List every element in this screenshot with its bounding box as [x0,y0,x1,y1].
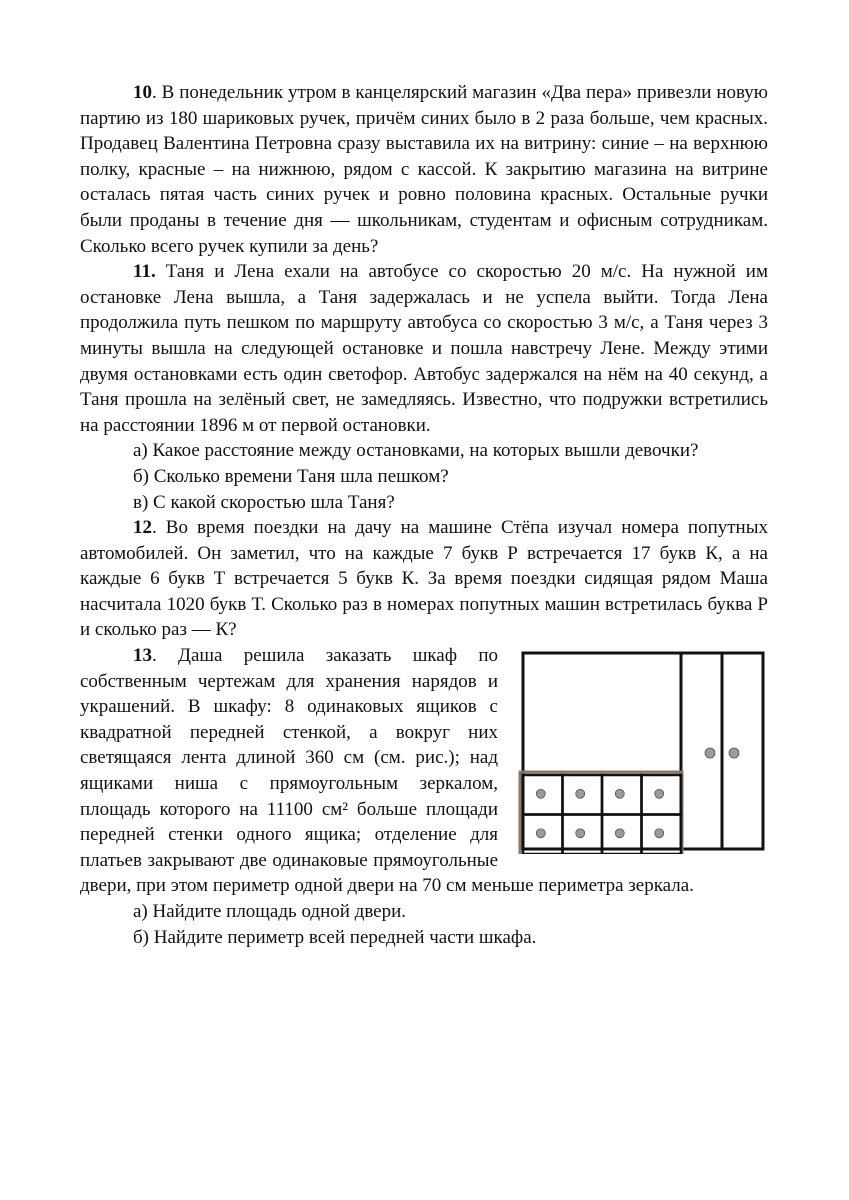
question-c: в) С какой скоростью шла Таня? [133,491,395,513]
problem-number: 11. [133,261,156,283]
drawer-knob [655,789,664,798]
problem-text: . Во время поездки на дачу на машине Стёпа изучал номера попутных автомобилей. Он заметил, что на каждые 7 букв Р встречается 17 букв К, а на каждые 6 букв Т встречается 5 букв К. За время поездки сидящая рядом Маша насчитала 1020 букв Т. Сколько раз в номерах попутных машин встретилась буква Р и сколько раз — К? [80,517,768,641]
drawer-knob [536,829,545,838]
question-b: б) Сколько времени Таня шла пешком? [133,465,449,487]
problem-text: Таня и Лена ехали на автобусе со скоростью 20 м/с. На нужной им остановке Лена вышла, а Таня задержалась и не успела выйти. Тогда Лена продолжила путь пешком по маршруту автобуса со скоростью 3 м/с, а Таня через 3 минуты вышла на следующей остановке и пошла навстречу Лене. Между этими двумя остановками есть один светофор. Автобус задержался на нём на 40 секунд, а Таня прошла на зелёный свет, не замедляясь. Известно, что подружки встретились на расстоянии 1896 м от первой остановки. [80,261,768,436]
question-b: б) Найдите периметр всей передней части шкафа. [133,926,537,948]
drawers [523,775,681,854]
problem-text: . В понедельник утром в канцелярский магазин «Два пера» привезли новую партию из 180 шариковых ручек, причём синих было в 2 раза больше, чем красных. Продавец Валентина Петровна сразу выставила их на витрину: синие – на верхнюю полку, красные – на нижнюю, рядом с кассой. К закрытию магазина на витрине осталась пятая часть синих ручек и ровно половина красных. Остальные ручки были проданы в течение дня — школьникам, студентам и офисным сотрудникам. Сколько всего ручек купили за день? [80,82,768,257]
problem-10 [80,80,768,259]
problem-number: 10 [133,82,152,103]
problem-11 [80,259,768,438]
door-knob-1 [705,748,715,758]
document-body [80,80,768,950]
problem-number: 13 [133,645,152,667]
question-a: а) Найдите площадь одной двери. [133,901,407,922]
problem-number: 12 [133,517,152,539]
drawer-knob [576,829,585,838]
problem-12 [80,515,768,643]
question-a: а) Какое расстояние между остановками, на которых вышли девочки? [133,440,699,462]
wardrobe-drawing [518,648,768,854]
drawer-knob [655,829,664,838]
drawer-knob [536,789,545,798]
door-knob-2 [729,748,739,758]
drawer-knob [615,829,624,838]
drawer-knob [576,789,585,798]
wardrobe-figure [518,648,768,854]
problem-text: . Даша решила заказать шкаф по собственным чертежам для хранения нарядов и украшений. В шкафу: 8 одинаковых ящиков с квадратной передней стенкой, а вокруг них светящаяся лента длиной 360 см (см. рис.); над ящиками ниша с прямоугольным зеркалом, площадь которого на 11100 см² больше площади передней стенки одного ящика; отделение для платьев закрывают две одинаковые прямоугольные двери, при этом периметр одной двери на 70 см меньше периметра зеркала. [80,645,694,897]
drawer-knob [615,789,624,798]
wardrobe-frame [523,653,763,849]
